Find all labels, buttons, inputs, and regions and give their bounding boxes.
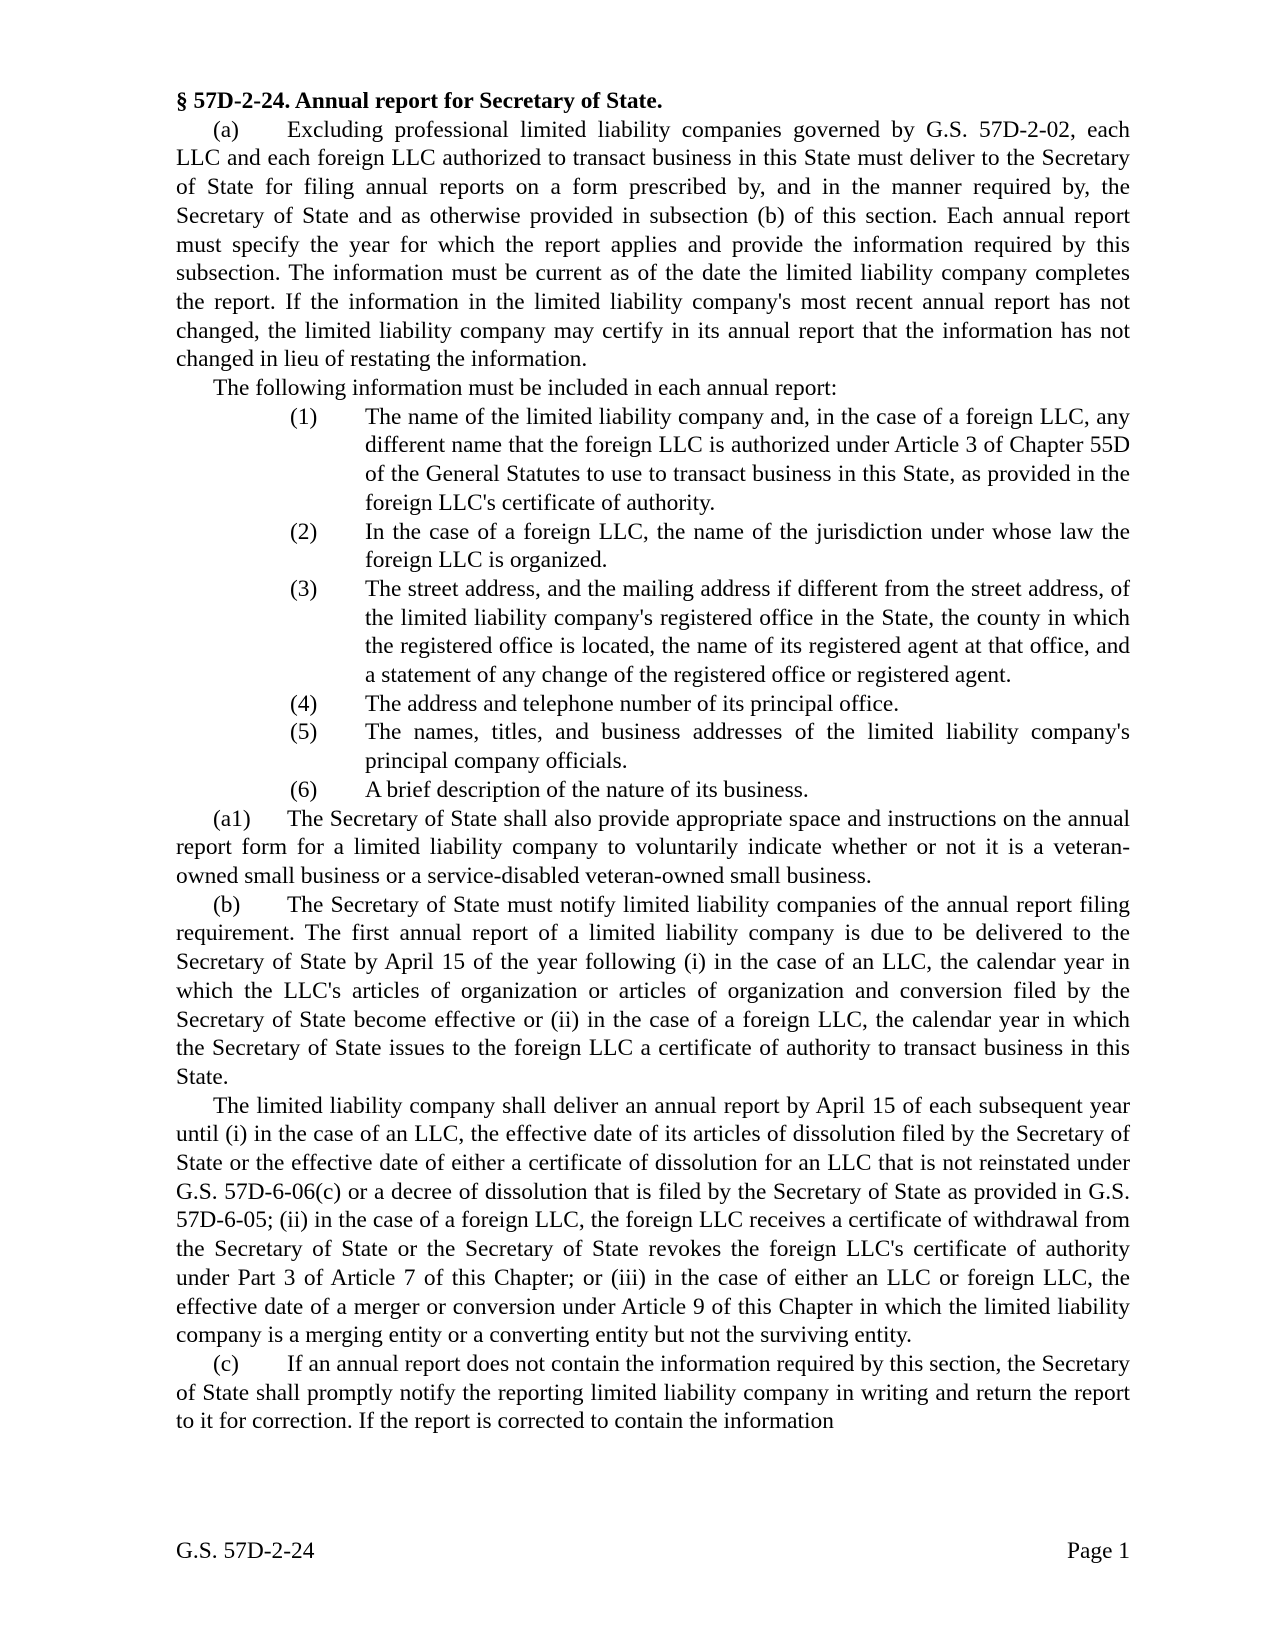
list-item-text: A brief description of the nature of its business. xyxy=(365,776,809,803)
subsection-a1-text: The Secretary of State shall also provide appropriate space and instructions on the annual report form for a limited liability company to voluntarily indicate whether or not it is a veteran-owned small business or a service-disabled veteran-owned small business. xyxy=(176,805,1130,889)
subsection-a1-label: (a1) xyxy=(213,805,251,832)
list-item xyxy=(176,518,1130,575)
list-item-number: (3) xyxy=(290,575,318,602)
list-item xyxy=(176,690,1130,719)
section-heading: § 57D-2-24. Annual report for Secretary of State. xyxy=(176,88,663,114)
subsection-c xyxy=(176,1350,1130,1436)
list-item xyxy=(176,575,1130,690)
list-intro: The following information must be included in each annual report: xyxy=(213,375,838,402)
list-item-number: (2) xyxy=(290,518,318,545)
page-number: Page 1 xyxy=(1066,1538,1130,1564)
list-item-number: (4) xyxy=(290,690,318,717)
list-item-text: The name of the limited liability company and, in the case of a foreign LLC, any different name that the foreign LLC is authorized under Article 3 of Chapter 55D of the General Statutes to use to transact business in this State, as provided in the foreign LLC's certificate of authority. xyxy=(365,403,1130,516)
list-item xyxy=(176,403,1130,518)
list-item-text: The address and telephone number of its principal office. xyxy=(365,690,900,717)
list-item-text: The names, titles, and business addresses of the limited liability company's principal company officials. xyxy=(365,719,1130,775)
list-item-text: In the case of a foreign LLC, the name of the jurisdiction under whose law the foreign LLC is organized. xyxy=(365,518,1130,574)
subsection-a-text: Excluding professional limited liability companies governed by G.S. 57D-2-02, each LLC and each foreign LLC authorized to transact business in this State must deliver to the Secretary of State for filing annual reports on a form prescribed by, and in the manner required by, the Secretary of State and as otherwise provided in subsection (b) of this section. Each annual report must specify the year for which the report applies and provide the information required by this subsection. The information must be current as of the date the limited liability company completes the report. If the information in the limited liability company's most recent annual report has not changed, the limited liability company may certify in its annual report that the information has not changed in lieu of restating the information. xyxy=(176,116,1130,373)
subsection-a-label: (a) xyxy=(213,116,239,143)
subsection-a xyxy=(176,116,1130,374)
subsection-b xyxy=(176,891,1130,1092)
subsection-a1 xyxy=(176,805,1130,891)
subsection-b-label: (b) xyxy=(213,891,241,918)
list-item-text: The street address, and the mailing address if different from the street address, of the limited liability company's registered office in the State, the county in which the registered office is located, the name of its registered agent at that office, and a statement of any change of the registered office or registered agent. xyxy=(365,575,1130,689)
subsection-c-label: (c) xyxy=(213,1350,239,1377)
subsection-c-text: If an annual report does not contain the information required by this section, the Secretary of State shall promptly notify the reporting limited liability company in writing and return the report to it for correction. If the report is corrected to contain the information xyxy=(176,1350,1130,1435)
subsection-b-continued: The limited liability company shall deliver an annual report by April 15 of each subsequent year until (i) in the case of an LLC, the effective date of its articles of dissolution filed by the Secretary of State or the effective date of either a certificate of dissolution for an LLC that is not reinstated under G.S. 57D-6-06(c) or a decree of dissolution that is filed by the Secretary of State as provided in G.S. 57D-6-05; (ii) in the case of a foreign LLC, the foreign LLC receives a certificate of withdrawal from the Secretary of State or the Secretary of State revokes the foreign LLC's certificate of authority under Part 3 of Article 7 of this Chapter; or (iii) in the case of either an LLC or foreign LLC, the effective date of a merger or conversion under Article 9 of this Chapter in which the limited liability company is a merging entity or a converting entity but not the surviving entity. xyxy=(176,1092,1130,1349)
list-item xyxy=(176,776,1130,805)
subsection-b-text: The Secretary of State must notify limited liability companies of the annual report filing requirement. The first annual report of a limited liability company is due to be delivered to the Secretary of State by April 15 of the year following (i) in the case of an LLC, the calendar year in which the LLC's articles of organization or articles of organization and conversion filed by the Secretary of State become effective or (ii) in the case of a foreign LLC, the calendar year in which the Secretary of State issues to the foreign LLC a certificate of authority to transact business in this State. xyxy=(176,891,1130,1090)
list-item-number: (1) xyxy=(290,403,318,430)
list-item-number: (6) xyxy=(290,776,318,803)
footer-citation: G.S. 57D-2-24 xyxy=(176,1538,315,1564)
list-item xyxy=(176,718,1130,775)
list-item-number: (5) xyxy=(290,719,318,746)
document-page xyxy=(176,87,1130,1436)
